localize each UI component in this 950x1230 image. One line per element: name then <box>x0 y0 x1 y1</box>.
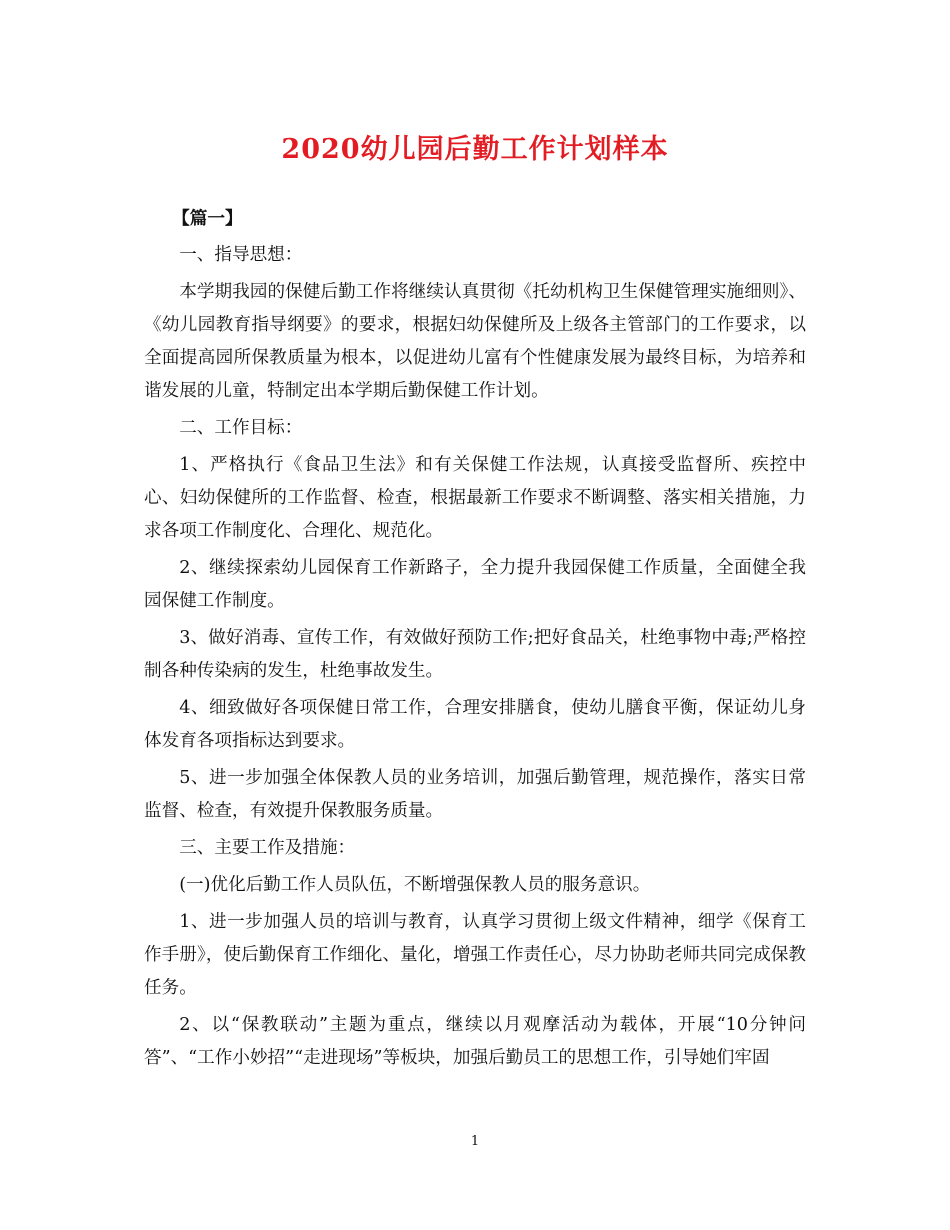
heading-main-work: 三、主要工作及措施： <box>179 838 356 858</box>
page-number: 1 <box>470 1134 480 1149</box>
heading-work-goals: 二、工作目标： <box>179 418 303 438</box>
paragraph-goal-2: 2、继续探索幼儿园保育工作新路子，全力提升我园保健工作质量，全面健全我园保健工作制度。 <box>144 558 806 611</box>
paragraph-guiding-ideology: 本学期我园的保健后勤工作将继续认真贯彻《托幼机构卫生保健管理实施细则》、《幼儿园教育指导纲要》的要求，根据妇幼保健所及上级各主管部门的工作要求，以全面提高园所保教质量为根本，以促进幼儿富有个性健康发展为最终目标，为培养和谐发展的儿童，特制定出本学期后勤保健工作计划。 <box>144 282 806 401</box>
paragraph-measure-1: 1、进一步加强人员的培训与教育，认真学习贯彻上级文件精神，细学《保育工作手册》，使后勤保育工作细化、量化，增强工作责任心，尽力协助老师共同完成保教任务。 <box>144 912 806 998</box>
section-marker: 【篇一】 <box>172 208 243 229</box>
paragraph-goal-5: 5、进一步加强全体保教人员的业务培训，加强后勤管理，规范操作，落实日常监督、检查，有效提升保教服务质量。 <box>144 768 806 821</box>
document-body <box>144 202 806 1079</box>
paragraph-goal-3: 3、做好消毒、宣传工作，有效做好预防工作;把好食品关，杜绝事物中毒;严格控制各种传染病的发生，杜绝事故发生。 <box>144 628 806 681</box>
document-title: 2020幼儿园后勤工作计划样本 <box>281 134 669 165</box>
paragraph-goal-4: 4、细致做好各项保健日常工作，合理安排膳食，使幼儿膳食平衡，保证幼儿身体发育各项指标达到要求。 <box>144 698 806 751</box>
paragraph-measure-2: 2、以“保教联动”主题为重点，继续以月观摩活动为载体，开展“10分钟问答”、“工作小妙招”“走进现场”等板块，加强后勤员工的思想工作，引导她们牢固 <box>144 1015 806 1068</box>
paragraph-goal-1: 1、严格执行《食品卫生法》和有关保健工作法规，认真接受监督所、疾控中心、妇幼保健所的工作监督、检查，根据最新工作要求不断调整、落实相关措施，力求各项工作制度化、合理化、规范化。 <box>144 455 806 541</box>
paragraph-subheading-1: (一)优化后勤工作人员队伍，不断增强保教人员的服务意识。 <box>179 875 651 895</box>
heading-guiding-ideology: 一、指导思想： <box>179 245 303 265</box>
